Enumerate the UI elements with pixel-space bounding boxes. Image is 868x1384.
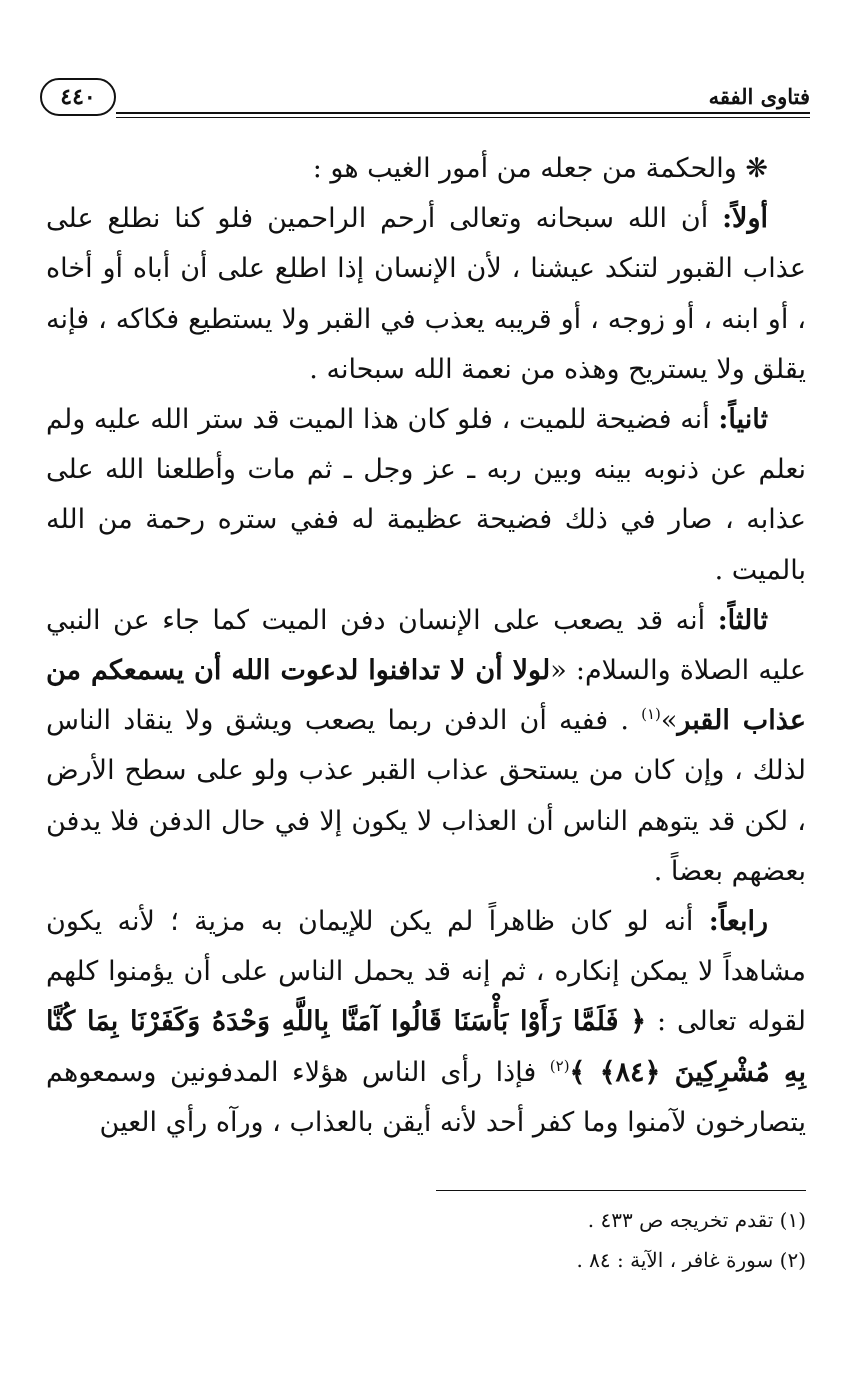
intro-line (46, 144, 806, 194)
paragraph-second-lead: ثانياً: (718, 404, 768, 436)
page-number: ٤٤٠ (40, 78, 116, 116)
footnote-2: (٢) سورة غافر ، الآية : ٨٤ . (576, 1248, 806, 1272)
paragraph-first-text: أن الله سبحانه وتعالى أرحم الراحمين فلو كنا نطلع على عذاب القبور لتنكد عيشنا ، لأن الإنسان إذا اطلع على أن أباه أو أخاه ، أو ابنه ، أو زوجه ، أو قريبه يعذب في القبر ولا يستطيع فكاكه ، فإنه يقلق ولا يستريح وهذه من نعمة الله سبحانه . (46, 203, 806, 385)
header-rule (116, 112, 810, 114)
paragraph-second-text: أنه فضيحة للميت ، فلو كان هذا الميت قد ستر الله عليه ولم نعلم عن ذنوبه بينه وبين ربه ـ عز وجل ـ ثم مات وأطلعنا الله على عذابه ، صار في ذلك فضيحة عظيمة له ففي ستره رحمة من الله بالميت . (46, 404, 806, 586)
quran-verse: ﴿ فَلَمَّا رَأَوْا بَأْسَنَا قَالُوا آمَنَّا بِاللَّهِ وَحْدَهُ وَكَفَرْنَا بِمَا كُنَّا بِهِ مُشْرِكِينَ ﴿٨٤﴾ ﴾ (46, 1006, 806, 1088)
paragraph-third-text-b: » (660, 705, 678, 737)
book-title: فتاوى الفقه (708, 84, 810, 109)
hadith-quote: لولا أن لا تدافنوا لدعوت الله أن يسمعكم من عذاب القبر (46, 655, 806, 737)
paragraph-second (46, 395, 806, 596)
paragraph-first-lead: أولاً: (722, 203, 768, 235)
page-header (40, 78, 810, 122)
paragraph-fourth-lead: رابعاً: (708, 906, 768, 938)
paragraph-third-lead: ثالثاً: (717, 604, 768, 636)
paragraph-third-text-a: أنه قد يصعب على الإنسان دفن الميت كما جاء عن النبي عليه الصلاة والسلام: « (46, 604, 806, 687)
paragraph-fourth-text-a: أنه لو كان ظاهراً لم يكن للإيمان به مزية ؛ لأنه يكون مشاهداً لا يمكن إنكاره ، ثم إنه قد يحمل الناس على أن يؤمنوا كلهم لقوله تعالى : (46, 906, 806, 1038)
body-text (46, 144, 806, 1148)
header-rule-thin (116, 117, 810, 118)
paragraph-fourth (46, 897, 806, 1148)
footnote-ref-2: (٢) (549, 1056, 570, 1075)
footnote-ref-1: (١) (641, 705, 661, 724)
paragraph-fourth-text-b: فإذا رأى الناس هؤلاء المدفونين وسمعوهم يتصارخون لآمنوا وما كفر أحد لأنه أيقن بالعذاب ، ورآه رأي العين (46, 1056, 806, 1138)
footnote-1: (١) تقدم تخريجه ص ٤٣٣ . (587, 1208, 806, 1232)
footnote-separator (436, 1190, 806, 1191)
intro-text: ❋ والحكمة من جعله من أمور الغيب هو : (312, 153, 768, 184)
footnotes (66, 1200, 806, 1280)
paragraph-third (46, 596, 806, 897)
paragraph-first (46, 194, 806, 395)
paragraph-third-text-c: . ففيه أن الدفن ربما يصعب ويشق ولا ينقاد الناس لذلك ، وإن كان من يستحق عذاب القبر عذب ولو على سطح الأرض ، لكن قد يتوهم الناس أن العذاب لا يكون إلا في حال الدفن فلا يدفن بعضهم بعضاً . (46, 705, 806, 887)
